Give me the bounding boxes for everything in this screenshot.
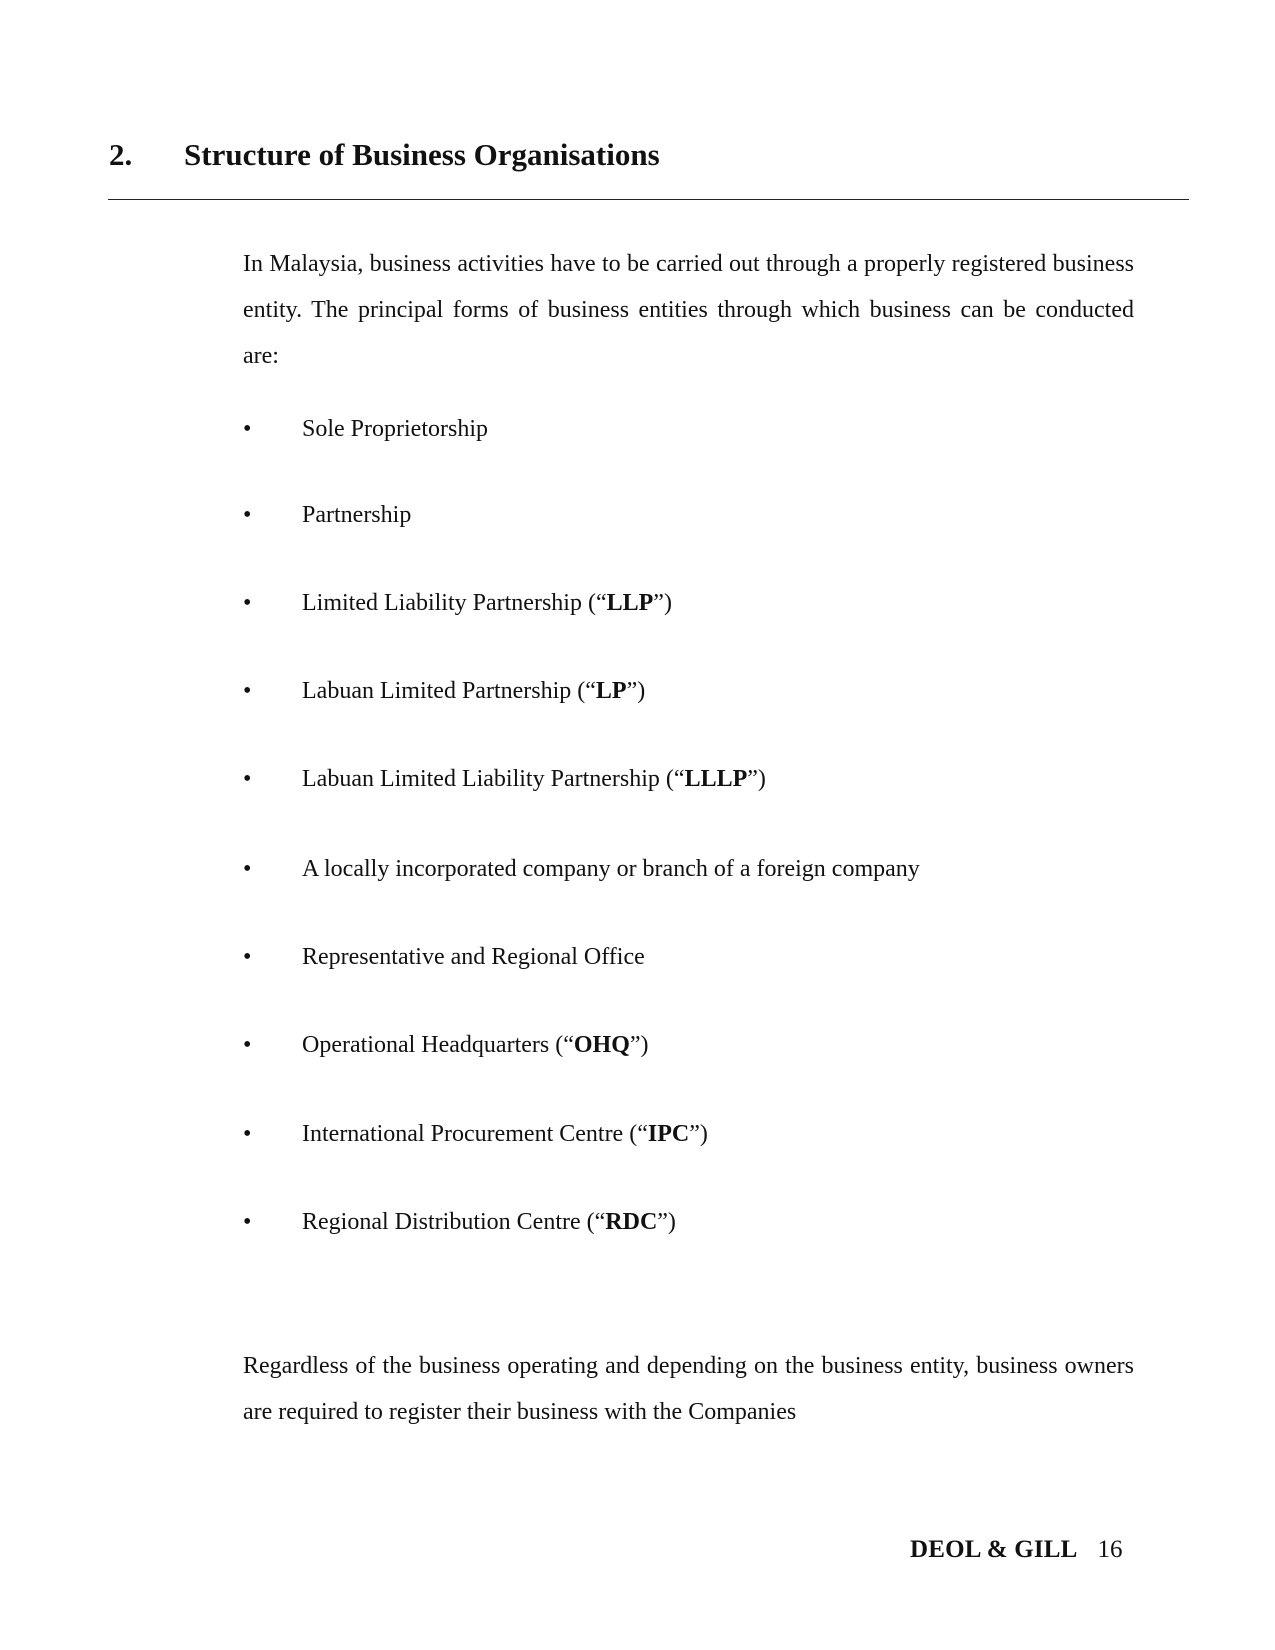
list-item-open-quote: “ <box>673 766 685 792</box>
page-footer <box>910 1535 1123 1565</box>
list-item-text: International Procurement Centre ( <box>302 1121 638 1147</box>
bullet-icon: • <box>243 1209 252 1235</box>
bullet-icon: • <box>243 944 252 970</box>
list-item-close-quote: ”) <box>689 1121 708 1147</box>
bullet-icon: • <box>243 856 252 882</box>
bullet-icon: • <box>243 678 252 704</box>
list-item <box>243 588 672 618</box>
list-item-open-quote: “ <box>637 1121 648 1147</box>
bullet-icon: • <box>243 416 252 442</box>
list-item-text: Limited Liability Partnership ( <box>302 590 596 616</box>
bullet-icon: • <box>243 502 252 528</box>
list-item <box>243 1119 708 1149</box>
list-item-acronym: LLLP <box>684 766 748 792</box>
list-item-close-quote: ”) <box>747 766 766 792</box>
bullet-icon: • <box>243 590 252 616</box>
list-item-text: Sole Proprietorship <box>302 416 488 442</box>
section-title: Structure of Business Organisations <box>184 137 660 172</box>
list-item-text: Regional Distribution Centre ( <box>302 1209 595 1235</box>
section-heading <box>109 136 660 173</box>
list-item-text: Labuan Limited Liability Partnership ( <box>302 766 674 792</box>
list-item-close-quote: ”) <box>657 1209 676 1235</box>
list-item-open-quote: “ <box>595 590 607 616</box>
list-item-text: Representative and Regional Office <box>302 944 645 970</box>
list-item-acronym: OHQ <box>573 1032 630 1058</box>
list-item-acronym: LLP <box>606 590 654 616</box>
list-item-open-quote: “ <box>594 1209 606 1235</box>
list-item-open-quote: “ <box>585 678 596 704</box>
bullet-icon: • <box>243 766 252 792</box>
list-item <box>243 500 411 530</box>
list-item-text: Operational Headquarters ( <box>302 1032 564 1058</box>
list-item <box>243 1030 649 1060</box>
section-number: 2. <box>109 137 133 172</box>
closing-paragraph: Regardless of the business operating and depending on the business entity, business owners are required to register their business with the Companies <box>243 1353 1134 1425</box>
list-item-text: Labuan Limited Partnership ( <box>302 678 586 704</box>
list-item <box>243 676 645 706</box>
bullet-icon: • <box>243 1032 252 1058</box>
list-item <box>243 854 920 884</box>
page-number: 16 <box>1097 1536 1123 1563</box>
list-item-close-quote: ”) <box>653 590 672 616</box>
list-item-text: A locally incorporated company or branch of a foreign company <box>302 856 920 882</box>
list-item-open-quote: “ <box>563 1032 574 1058</box>
intro-paragraph: In Malaysia, business activities have to be carried out through a properly registered business entity. The principal forms of business entities through which business can be conducted are: <box>243 251 1134 369</box>
footer-firm-name: DEOL & GILL <box>910 1536 1078 1563</box>
bullet-icon: • <box>243 1121 252 1147</box>
list-item-text: Partnership <box>302 502 412 528</box>
list-item-close-quote: ”) <box>626 678 646 704</box>
heading-divider <box>108 199 1189 200</box>
list-item-acronym: RDC <box>605 1209 658 1235</box>
list-item <box>243 764 766 794</box>
list-item-acronym: LP <box>595 678 627 704</box>
list-item-close-quote: ”) <box>629 1032 649 1058</box>
list-item <box>243 942 645 972</box>
list-item <box>243 414 488 444</box>
list-item <box>243 1207 676 1237</box>
list-item-acronym: IPC <box>647 1121 690 1147</box>
